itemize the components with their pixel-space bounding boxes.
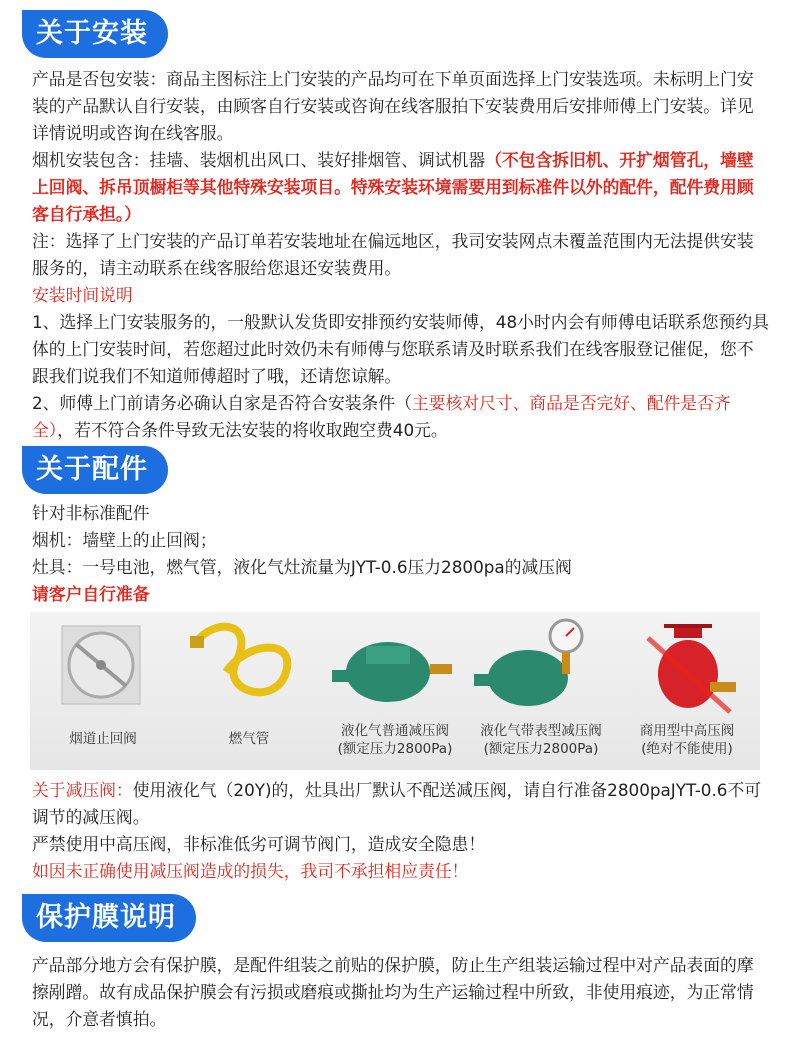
- gauge-regulator-icon: [468, 612, 614, 722]
- check-valve-icon: [30, 612, 176, 722]
- section-title-film: 保护膜说明: [22, 894, 196, 942]
- part-check-valve: [30, 612, 176, 770]
- part-gas-hose: [176, 612, 322, 770]
- install-p2-warning: （不包含拆旧机、开扩烟管孔，墙壁上回阀、拆吊顶橱柜等其他特殊安装项目。特殊安装环境需要用到标准件以外的配件，配件费用顾客自行承担。）: [32, 150, 754, 224]
- high-pressure-valve-icon: [614, 612, 760, 722]
- part-caption: 商用型中高压阀: [639, 723, 735, 739]
- install-time-title: 安装时间说明: [32, 285, 133, 305]
- install-p5: [32, 390, 770, 444]
- install-p1: 产品是否包安装：商品主图标注上门安装的产品均可在下单页面选择上门安装选项。未标明上门安装的产品默认自行安装，由顾客自行安装或咨询在线客服拍下安装费用后安排师傅上门安装。详见详情说明或咨询在线客服。: [32, 69, 754, 143]
- parts-l4: 请客户自行准备: [32, 584, 150, 604]
- part-regulator: [322, 612, 468, 770]
- section-title-parts: 关于配件: [22, 446, 168, 494]
- parts-l2: 烟机：墙壁上的止回阀；: [32, 530, 217, 550]
- film-p1: 产品部分地方会有保护膜，是配件组装之前贴的保护膜，防止生产组装运输过程中对产品表面的摩擦剐蹭。故有成品保护膜会有污损或磨痕或撕扯均为生产运输过程中所致，非使用痕迹，为正常情况，介意者慎拍。: [32, 955, 754, 1029]
- regulator-notes: [32, 777, 770, 885]
- gas-hose-icon: [176, 612, 322, 722]
- regulator-note-text: 使用液化气（20Y)的，灶具出厂默认不配送减压阀，请自行准备2800paJYT-0.6不可调节的减压阀。: [32, 780, 762, 827]
- install-p2-normal: 烟机安装包含：挂墙、装烟机出风口、装好排烟管、调试机器: [32, 150, 486, 170]
- parts-image-strip: [30, 612, 760, 770]
- part-high-pressure-valve: [614, 612, 760, 770]
- part-caption-sub: (绝对不能使用): [641, 741, 733, 757]
- install-p5-a: 2、师傅上门前请务必确认自家是否符合安装条件（: [32, 393, 412, 413]
- regulator-icon: [322, 612, 468, 722]
- install-p5-b: ，若不符合条件导致无法安装的将收取跑空费40元。: [57, 420, 448, 440]
- regulator-note-1: [32, 777, 770, 831]
- install-p2: [32, 147, 770, 228]
- part-caption: 烟道止回阀: [69, 731, 137, 747]
- parts-text: [32, 500, 770, 608]
- parts-l3: 灶具：一号电池，燃气管，液化气灶流量为JYT-0.6压力2800pa的减压阀: [32, 557, 572, 577]
- parts-l1: 针对非标准配件: [32, 503, 150, 523]
- install-note: 注：选择了上门安装的产品订单若安装地址在偏远地区，我司安装网点未覆盖范围内无法提供安装服务的，请主动联系在线客服给您退还安装费用。: [32, 231, 754, 278]
- part-caption: 液化气普通减压阀: [341, 723, 449, 739]
- part-caption: 燃气管: [228, 731, 270, 747]
- install-text: [32, 66, 770, 444]
- part-caption-sub: (额定压力2800Pa): [483, 741, 599, 757]
- part-caption: 液化气带表型减压阀: [480, 723, 602, 739]
- regulator-note-2: 严禁使用中高压阀，非标准低劣可调节阀门，造成安全隐患！: [32, 834, 486, 854]
- install-p4: 1、选择上门安装服务的，一般默认发货即安排预约安装师傅，48小时内会有师傅电话联系您预约具体的上门安装时间，若您超过此时效仍未有师傅与您联系请及时联系我们在线客服登记催促，您不跟我们说我们不知道师傅超时了哦，还请您谅解。: [32, 312, 769, 386]
- regulator-note-3: 如因未正确使用减压阀造成的损失，我司不承担相应责任！: [32, 861, 469, 881]
- install-p5-red: 主要核对尺寸、商品是否完好、配件是否齐全）: [32, 393, 731, 440]
- regulator-note-label: 关于减压阀：: [32, 780, 133, 800]
- part-caption-sub: (额定压力2800Pa): [337, 741, 453, 757]
- film-text: [32, 952, 770, 1033]
- part-gauge-regulator: [468, 612, 614, 770]
- section-title-install: 关于安装: [22, 10, 168, 58]
